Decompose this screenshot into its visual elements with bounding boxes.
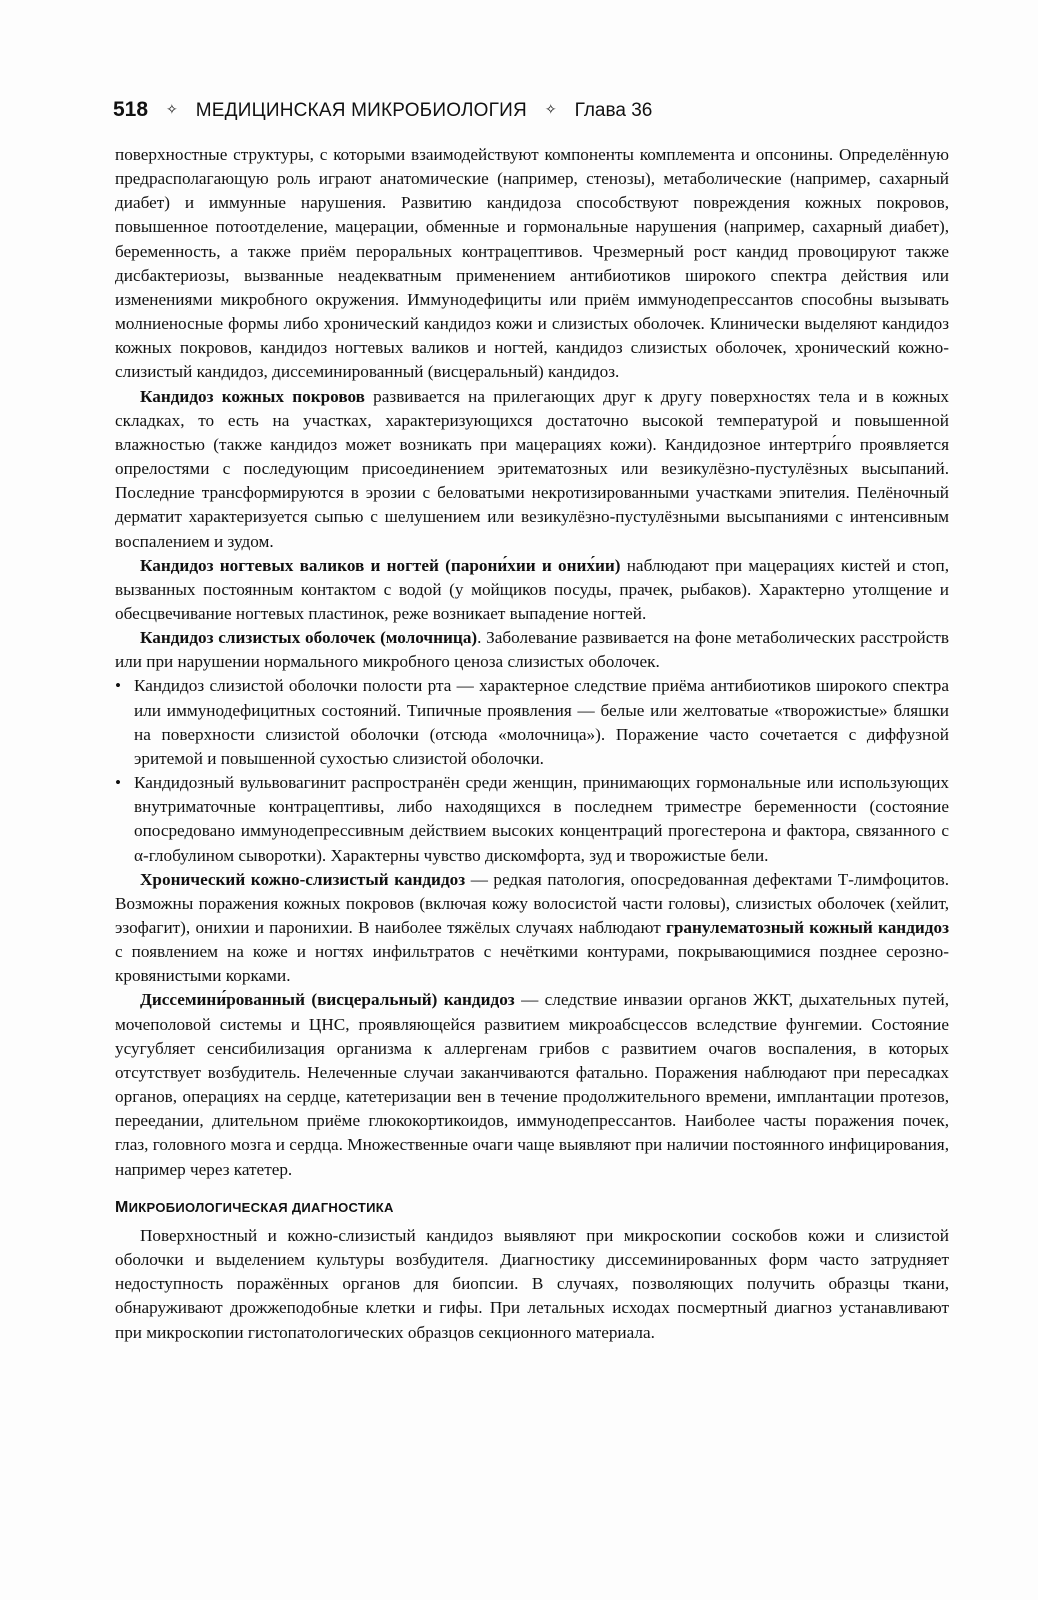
term-disseminated-candidiasis: Диссемини́рованный (висцеральный) кандидоз <box>140 990 515 1010</box>
diamond-separator-icon: ✧ <box>544 101 557 117</box>
bullet-icon: • <box>115 773 122 793</box>
paragraph-intro: поверхностные структуры, с которыми взаимодействуют компоненты комплемента и опсонины. Определённую предрасполагающую роль играют анатомические (например, стенозы), метаболические (например, сахарный диабет) и иммунные нарушения. Развитию кандидоза способствуют повреждения кожных покровов, повышенное потоотделение, мацерации, обменные и гормональные нарушения (например, сахарный диабет), беременность, а также приём пероральных контрацептивов. Чрезмерный рост кандид провоцируют также дисбактериозы, вызванные неадекватным применением антибиотиков широкого спектра действия или изменениями микробного окружения. Иммунодефициты или приём иммунодепрессантов способны вызывать молниеносные формы либо хронический кандидоз кожи и слизистых оболочек. Клинически выделяют кандидоз кожных покровов, кандидоз ногтевых валиков и ногтей, кандидоз слизистых оболочек, хронический кожно-слизистый кандидоз, диссеминированный (висцеральный) кандидоз. <box>115 145 949 382</box>
bullet-icon: • <box>115 676 122 696</box>
body-text <box>115 143 949 1345</box>
paragraph-text: — редкая патология, опосредованная дефектами Т-лимфоцитов. Возможны поражения кожных покровов (включая кожу волосистой части головы), слизистых оболочек (хейлит, эзофагит), онихии и паронихии. В наиболее тяжёлых случаях наблюдают <box>115 869 949 937</box>
paragraph-text: с появлением на коже и ногтях инфильтратов с нечёткими контурами, покрывающимися позднее серозно-кровянистыми корками. <box>115 942 949 986</box>
paragraph-chronic-candidiasis <box>115 868 949 989</box>
list-item <box>115 771 949 868</box>
running-header <box>113 98 953 122</box>
book-title: МЕДИЦИНСКАЯ МИКРОБИОЛОГИЯ <box>195 100 527 121</box>
diamond-separator-icon: ✧ <box>166 101 178 117</box>
term-mucosal-candidiasis: Кандидоз слизистых оболочек (молочница) <box>140 628 478 648</box>
section-heading <box>115 1196 949 1220</box>
paragraph-text: наблюдают при мацерациях кистей и стоп, вызванных постоянным контактом с водой (у мойщиков посуды, прачек, рыбаков). Характерно утолщение и обесцвечивание ногтевых пластинок, реже возникает выпадение ногтей. <box>115 555 949 623</box>
paragraph-text: . Заболевание развивается на фоне метаболических расстройств или при нарушении нормального микробного ценоза слизистых оболочек. <box>115 628 949 672</box>
paragraph-mucosal-candidiasis <box>115 626 949 674</box>
term-granulomatous-candidiasis: гранулематозный кожный кандидоз <box>666 918 949 937</box>
paragraph-disseminated-candidiasis <box>115 988 949 1181</box>
list-item <box>115 674 949 771</box>
heading-rest: ИКРОБИОЛОГИЧЕСКАЯ ДИАГНОСТИКА <box>128 1199 394 1215</box>
paragraph-diagnostics: Поверхностный и кожно-слизистый кандидоз выявляют при микроскопии соскобов кожи и слизистой оболочки и выделением культуры возбудителя. Диагностику диссеминированных форм часто затрудняет недоступность поражённых органов для биопсии. В случаях, позволяющих получить образцы ткани, обнаруживают дрожжеподобные клетки и гифы. При летальных исходах посмертный диагноз устанавливают при микроскопии гистопатологических образцов секционного материала. <box>115 1225 949 1342</box>
paragraph-text: развивается на прилегающих друг к другу поверхностях тела и в кожных складках, то есть на участках, характеризующихся достаточно высокой температурой и повышенной влажностью (также кандидоз может возникать при мацерациях кожи). Кандидозное интертри́го проявляется опрелостями с последующим присоединением эритематозных или везикулёзно-пустулёзных высыпаний. Последние трансформируются в эрозии с беловатыми некротизированными участками эпителия. Пелёночный дерматит характеризуется сыпью с шелушением или везикулёзно-пустулёзными высыпаниями с интенсивным воспалением и зудом. <box>115 386 949 551</box>
list-item-text: Кандидозный вульвовагинит распространён среди женщин, принимающих гормональные или использующих внутриматочные контрацептивы, либо находящихся в последнем триместре беременности (состояние опосредовано иммунодепрессивным действием высоких концентраций прогестерона и фактора, связанного с α-глобулином сыворотки). Характерны чувство дискомфорта, зуд и творожистые бели. <box>134 773 949 865</box>
heading-initial: М <box>115 1198 129 1216</box>
paragraph-text: — следствие инвазии органов ЖКТ, дыхательных путей, мочеполовой системы и ЦНС, проявляющейся развитием микроабсцессов вследствие фунгемии. Состояние усугубляет сенсибилизация организма к аллергенам грибов с развитием очагов воспаления, в которых отсутствует возбудитель. Нелеченные случаи заканчиваются фатально. Поражения наблюдают при пересадках органов, операциях на сердце, катетеризации вен в течение продолжительного времени, имплантации протезов, переедании, длительном приёме глюкокортикоидов, иммунодепрессантов. Наиболее часты поражения почек, глаз, головного мозга и сердца. Множественные очаги чаще выявляют при наличии постоянного инфицирования, например через катетер. <box>115 990 949 1179</box>
term-chronic-candidiasis: Хронический кожно-слизистый кандидоз <box>140 869 466 889</box>
term-nail-candidiasis: Кандидоз ногтевых валиков и ногтей (парони́хии и оних́ии) <box>140 555 621 575</box>
list-item-text: Кандидоз слизистой оболочки полости рта — характерное следствие приёма антибиотиков широкого спектра или иммунодефицитных состояний. Типичные проявления — белые или желтоватые «творожистые» бляшки на поверхности слизистой оболочки (отсюда «молочница»). Поражение часто сочетается с диффузной эритемой и повышенной сухостью слизистой оболочки. <box>134 676 949 768</box>
chapter-label: Глава 36 <box>574 100 653 121</box>
paragraph-nail-candidiasis <box>115 554 949 626</box>
paragraph-skin-candidiasis <box>115 385 949 554</box>
page-number: 518 <box>113 98 149 121</box>
term-skin-candidiasis: Кандидоз кожных покровов <box>140 386 365 406</box>
